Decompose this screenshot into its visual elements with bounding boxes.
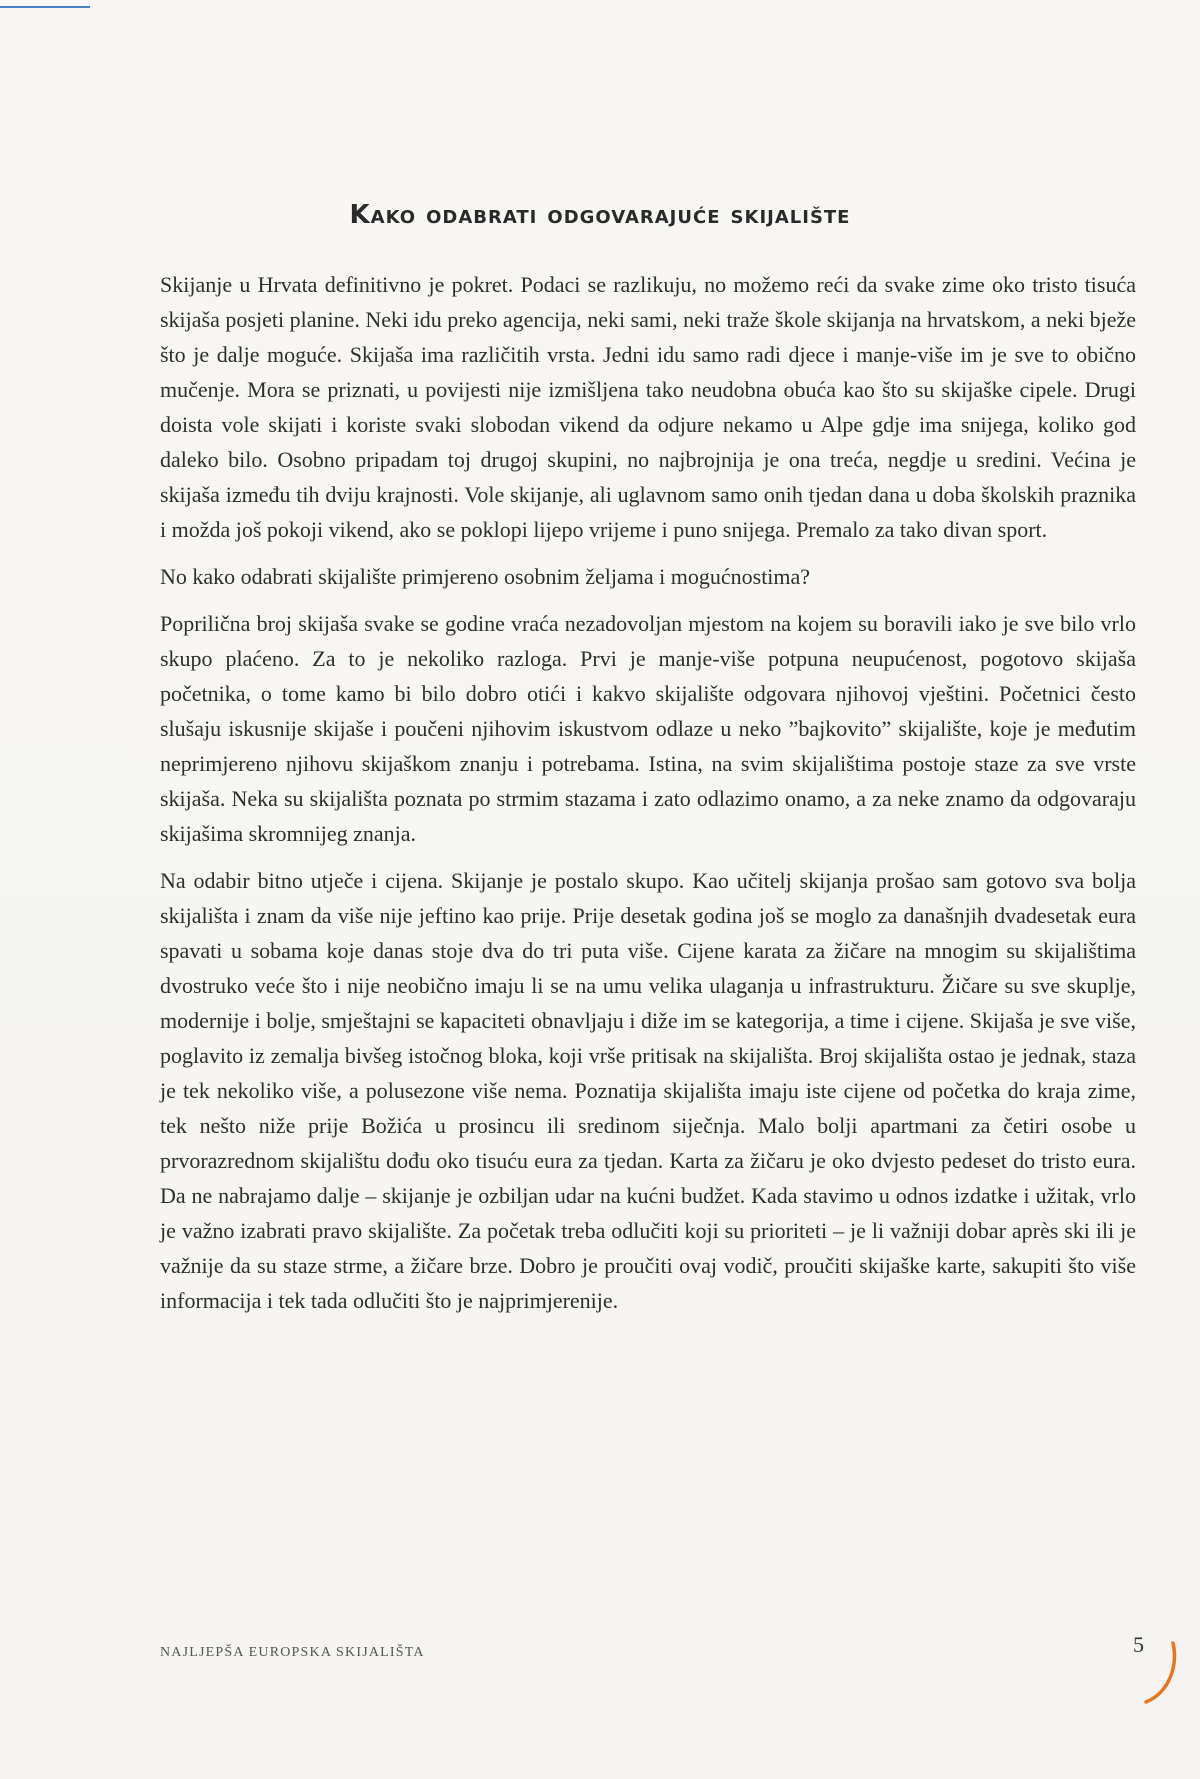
running-footer: NAJLJEPŠA EUROPSKA SKIJALIŠTA [160,1645,425,1660]
chapter-title: Kako odabrati odgovarajuće skijalište [349,200,851,231]
paragraph-3: Poprilična broj skijaša svake se godine vraća nezadovoljan mjestom na kojem su boravili iako je sve bilo vrlo skupo plaćeno. Za to je nekoliko razloga. Prvi je manje-više potpuna neupućenost, pogotovo skijaša početnika, o tome kamo bi bilo dobro otići i kakvo skijalište odgovara njihovoj vještini. Početnici često slušaju iskusnije skijaše i poučeni njihovim iskustvom odlaze u neko ”bajkovito” skijalište, koje je međutim neprimjereno njihovu skijaškom znanju i potrebama. Istina, na svim skijalištima postoje staze za sve vrste skijaša. Neka su skijališta poznata po strmim stazama i zato odlazimo onamo, a za neke znamo da odgovaraju skijašima skromnijeg znanja. [160,611,1136,846]
paragraph-4: Na odabir bitno utječe i cijena. Skijanje je postalo skupo. Kao učitelj skijanja prošao sam gotovo sva bolja skijališta i znam da više nije jeftino kao prije. Prije desetak godina još se moglo za današnjih dvadesetak eura spavati u sobama koje danas stoje dva do tri puta više. Cijene karata za žičare na mnogim su skijalištima dvostruko veće što i nije neobično imaju li se na umu velika ulaganja u infrastrukturu. Žičare su sve skuplje, modernije i bolje, smještajni se kapaciteti obnavljaju i diže im se kategorija, a time i cijene. Skijaša je sve više, poglavito iz zemalja bivšeg istočnog bloka, koji vrše pritisak na skijališta. Broj skijališta ostao je jednak, staza je tek nekoliko više, a polusezone više nema. Poznatija skijališta imaju iste cijene od početka do kraja zime, tek nešto niže prije Božića u prosincu ili sredinom siječnja. Malo bolji apartmani za četiri osobe u prvorazrednom skijalištu dođu oko tisuću eura za tjedan. Karta za žičaru je oko dvjesto pedeset do tristo eura. Da ne nabrajamo dalje – skijanje je ozbiljan udar na kućni budžet. Kada stavimo u odnos izdatke i užitak, vrlo je važno izabrati pravo skijalište. Za početak treba odlučiti koji su prioriteti – je li važniji dobar après ski ili je važnije da su staze strme, a žičare brze. Dobro je proučiti ovaj vodič, proučiti skijaške karte, sakupiti što više informacija i tek tada odlučiti što je najprimjerenije. [160,868,1136,1313]
orange-swoosh-icon [1140,1640,1180,1710]
page-number: 5 [1133,1632,1144,1657]
chapter-body [160,267,1136,1330]
blue-corner-arc-icon [0,0,90,8]
paragraph-1: Skijanje u Hrvata definitivno je pokret. Podaci se razlikuju, no možemo reći da svake zime oko tristo tisuća skijaša posjeti planine. Neki idu preko agencija, neki sami, neki traže škole skijanja na hrvatskom, a neki bježe što je dalje moguće. Skijaša ima različitih vrsta. Jedni idu samo radi djece i manje-više im je sve to obično mučenje. Mora se priznati, u povijesti nije izmišljena tako neudobna obuća kao što su skijaške cipele. Drugi doista vole skijati i koriste svaki slobodan vikend da odjure nekamo u Alpe gdje ima snijega, koliko god daleko bilo. Osobno pripadam toj drugoj skupini, no najbrojnija je ona treća, negdje u sredini. Većina je skijaša između tih dviju krajnosti. Vole skijanje, ali uglavnom samo onih tjedan dana u doba školskih praznika i možda još pokoji vikend, ako se poklopi lijepo vrijeme i puno snijega. Premalo za tako divan sport. [160,272,1136,542]
paragraph-2: No kako odabrati skijalište primjereno osobnim željama i mogućnostima? [160,564,811,589]
